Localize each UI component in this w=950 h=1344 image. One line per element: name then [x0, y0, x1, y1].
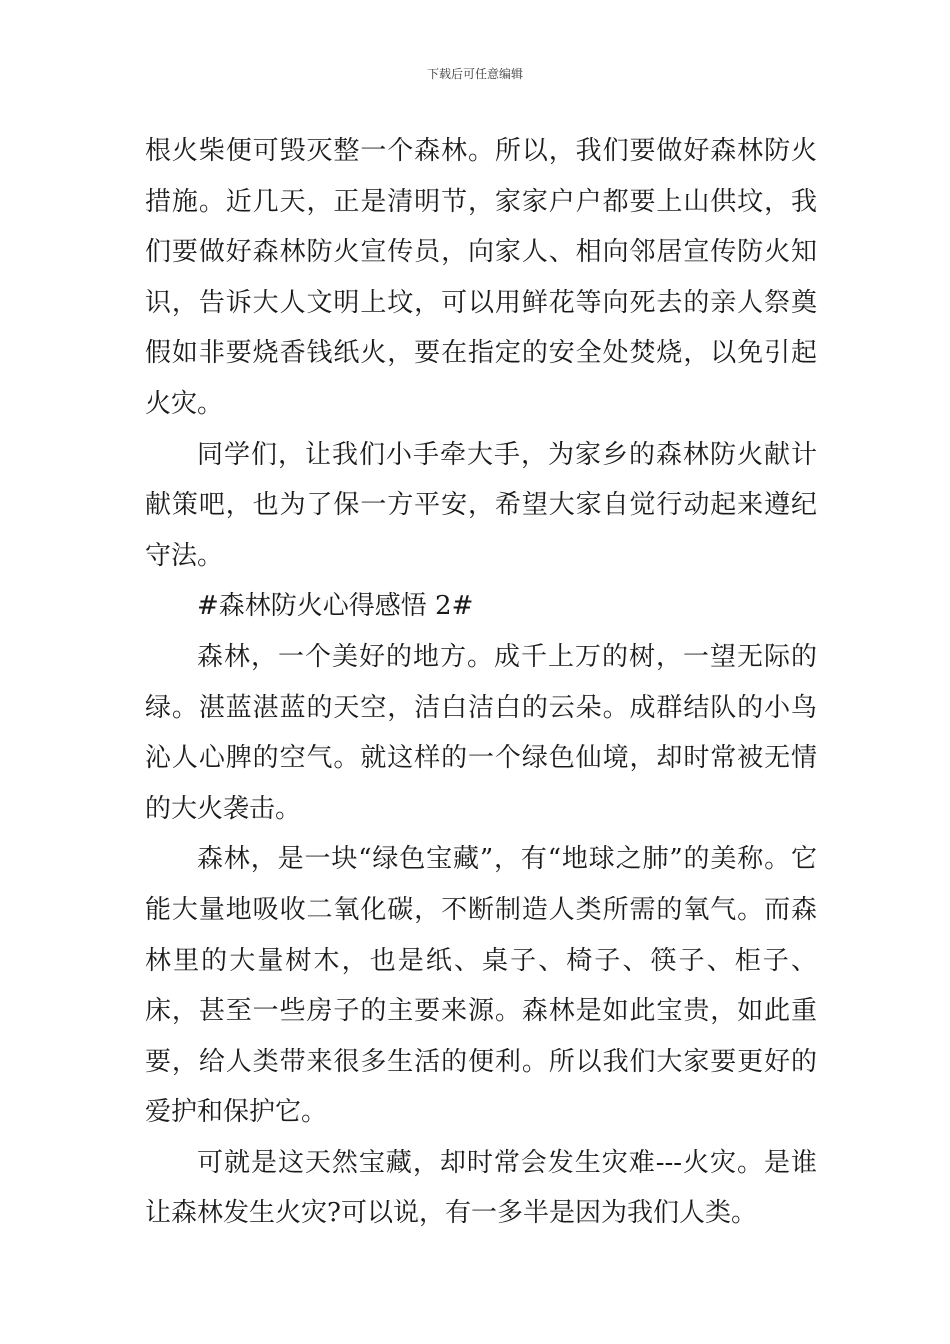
paragraph-forest-description: 森林，一个美好的地方。成千上万的树，一望无际的绿。湛蓝湛蓝的天空，洁白洁白的云朵。成群结队的小鸟沁人心脾的空气。就这样的一个绿色仙境，却时常被无情的大火袭击。 [145, 641, 817, 824]
document-body [145, 126, 817, 1239]
paragraph-fire-disaster: 可就是这天然宝藏，却时常会发生灾难---火灾。是谁让森林发生火灾?可以说，有一多半是因为我们人类。 [145, 1147, 817, 1229]
page-header: 下载后可任意编辑 [426, 67, 523, 81]
section-heading: #森林防火心得感悟 2# [197, 591, 474, 622]
paragraph-continued: 根火柴便可毁灭整一个森林。所以，我们要做好森林防火措施。近几天，正是清明节，家家户户都要上山供坟，我们要做好森林防火宣传员，向家人、相向邻居宣传防火知识，告诉大人文明上坟，可以用鲜花等向死去的亲人祭奠假如非要烧香钱纸火，要在指定的安全处焚烧，以免引起火灾。 [145, 136, 817, 419]
paragraph-green-treasure: 森林，是一块“绿色宝藏”，有“地球之肺”的美称。它能大量地吸收二氧化碳，不断制造人类所需的氧气。而森林里的大量树木，也是纸、桌子、椅子、筷子、柜子、床，甚至一些房子的主要来源。森林是如此宝贵，如此重要，给人类带来很多生活的便利。所以我们大家要更好的爱护和保护它。 [145, 844, 817, 1128]
paragraph-appeal: 同学们，让我们小手牵大手，为家乡的森林防火献计献策吧，也为了保一方平安，希望大家自觉行动起来遵纪守法。 [145, 439, 817, 571]
